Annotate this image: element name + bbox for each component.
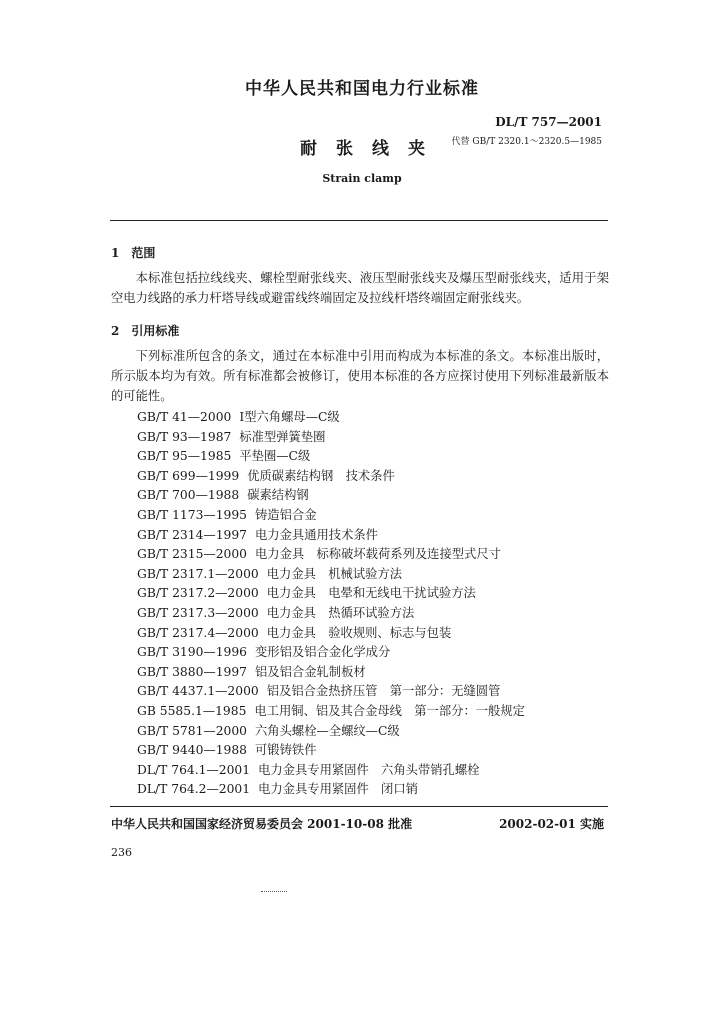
reference-code: GB/T 4437.1—2000	[137, 684, 259, 699]
replaces-standard: 代替 GB/T 2320.1～2320.5—1985	[451, 137, 602, 147]
reference-item	[137, 408, 525, 428]
reference-item	[137, 702, 525, 722]
reference-code: DL/T 764.2—2001	[137, 782, 251, 797]
reference-code: GB/T 2314—1997	[137, 527, 247, 542]
reference-item	[137, 545, 525, 565]
page-number: 236	[111, 846, 132, 859]
scan-mark	[261, 891, 287, 892]
reference-title: 电力金具 标称破坏载荷系列及连接型式尺寸	[255, 547, 501, 562]
footer-divider	[110, 806, 608, 807]
reference-code: GB/T 2315—2000	[137, 547, 247, 562]
reference-title: 电力金具通用技术条件	[255, 527, 378, 542]
reference-code: GB/T 3880—1997	[137, 664, 247, 679]
approval-line: 中华人民共和国国家经济贸易委员会 2001-10-08 批准	[111, 817, 413, 831]
reference-code: DL/T 764.1—2001	[137, 762, 251, 777]
reference-code: GB/T 2317.2—2000	[137, 586, 259, 601]
reference-code: GB/T 2317.3—2000	[137, 605, 259, 620]
reference-code: GB/T 9440—1988	[137, 743, 247, 758]
reference-item	[137, 584, 525, 604]
reference-code: GB 5585.1—1985	[137, 703, 247, 718]
reference-code: GB/T 700—1988	[137, 488, 240, 503]
header-divider	[110, 220, 608, 221]
reference-title: 变形铝及铝合金化学成分	[255, 645, 391, 660]
reference-item	[137, 467, 525, 487]
section-paragraph-references: 下列标准所包含的条文，通过在本标准中引用而构成为本标准的条文。本标准出版时，所示版本均为有效。所有标准都会被修订，使用本标准的各方应探讨使用下列标准最新版本的可能性。	[111, 349, 609, 403]
reference-title: 铝及铝合金轧制板材	[255, 664, 366, 679]
reference-code: GB/T 41—2000	[137, 410, 232, 424]
reference-title: 可锻铸铁件	[255, 743, 317, 758]
reference-title: 电工用铜、铝及其合金母线 第一部分：一般规定	[254, 703, 525, 718]
reference-item	[137, 780, 525, 800]
reference-title: 标准型弹簧垫圈	[239, 429, 326, 444]
reference-title: Ⅰ型六角螺母—C级	[239, 410, 340, 424]
reference-item	[137, 486, 525, 506]
reference-item	[137, 741, 525, 761]
reference-title: 电力金具专用紧固件 闭口销	[258, 782, 418, 797]
reference-item	[137, 447, 525, 467]
reference-code: GB/T 2317.1—2000	[137, 566, 259, 581]
reference-item	[137, 604, 525, 624]
org-title: 中华人民共和国电力行业标准	[245, 79, 479, 99]
standard-number: DL/T 757—2001	[495, 115, 602, 129]
reference-item	[137, 682, 525, 702]
reference-code: GB/T 5781—2000	[137, 723, 247, 738]
reference-title: 铝及铝合金热挤压管 第一部分：无缝圆管	[266, 684, 501, 699]
reference-item	[137, 643, 525, 663]
reference-item	[137, 506, 525, 526]
section-paragraph-scope: 本标准包括拉线线夹、螺栓型耐张线夹、液压型耐张线夹及爆压型耐张线夹，适用于架空电力线路的承力杆塔导线或避雷线终端固定及拉线杆塔终端固定耐张线夹。	[111, 271, 609, 305]
document-title-english: Strain clamp	[322, 172, 402, 185]
reference-item	[137, 428, 525, 448]
document-title: 耐张线夹	[300, 139, 444, 159]
reference-item	[137, 663, 525, 683]
reference-title: 电力金具专用紧固件 六角头带销孔螺栓	[258, 762, 480, 777]
reference-list	[137, 408, 525, 800]
reference-item	[137, 761, 525, 781]
reference-code: GB/T 1173—1995	[137, 507, 247, 522]
reference-title: 碳素结构钢	[247, 488, 309, 503]
reference-code: GB/T 95—1985	[137, 449, 232, 464]
reference-item	[137, 624, 525, 644]
reference-code: GB/T 3190—1996	[137, 645, 247, 660]
reference-code: GB/T 699—1999	[137, 468, 240, 483]
section-heading-scope: 1 范围	[111, 246, 156, 260]
section-heading-references: 2 引用标准	[111, 324, 180, 338]
reference-title: 六角头螺栓—全螺纹—C级	[255, 723, 400, 738]
reference-title: 电力金具 电晕和无线电干扰试验方法	[266, 586, 476, 601]
reference-title: 电力金具 验收规则、标志与包装	[266, 625, 452, 640]
reference-item	[137, 526, 525, 546]
reference-title: 平垫圈—C级	[239, 449, 311, 464]
reference-title: 电力金具 机械试验方法	[266, 566, 403, 581]
reference-code: GB/T 2317.4—2000	[137, 625, 259, 640]
implementation-date: 2002-02-01 实施	[499, 817, 604, 831]
reference-title: 电力金具 热循环试验方法	[266, 605, 415, 620]
reference-title: 铸造铝合金	[255, 507, 317, 522]
reference-item	[137, 722, 525, 742]
reference-code: GB/T 93—1987	[137, 429, 232, 444]
reference-title: 优质碳素结构钢 技术条件	[247, 468, 395, 483]
reference-item	[137, 565, 525, 585]
